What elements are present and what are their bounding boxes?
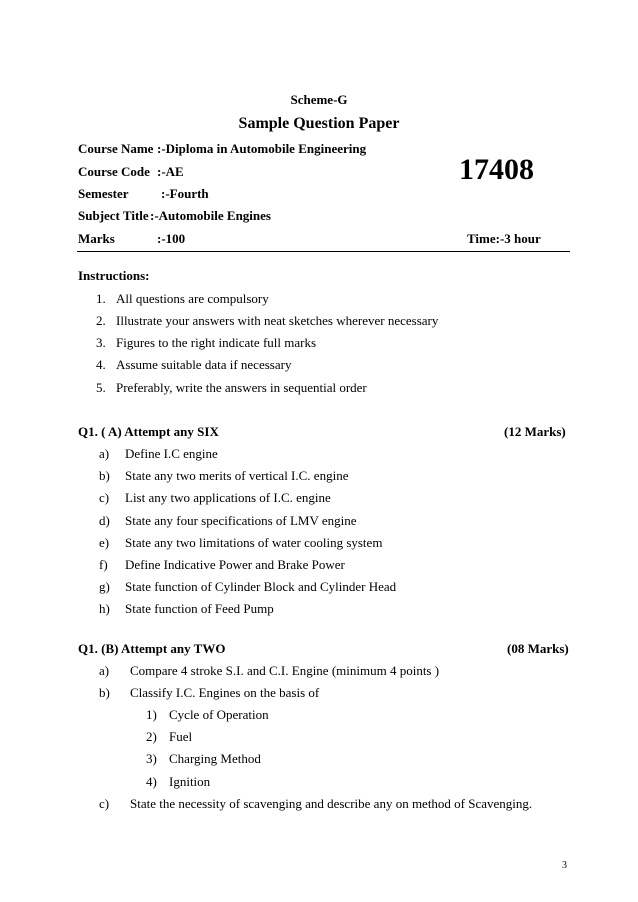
q1b-marks: (08 Marks) — [507, 641, 569, 656]
course-name-label: Course Name — [78, 141, 154, 156]
q1b-title: Q1. (B) Attempt any TWO — [78, 641, 226, 656]
course-code-value: :-AE — [157, 164, 184, 179]
semester-value: :-Fourth — [161, 186, 209, 201]
marks-label: Marks — [78, 231, 115, 246]
subject-title-label: Subject Title — [78, 208, 149, 223]
course-name-value: :-Diploma in Automobile Engineering — [157, 141, 367, 156]
q1a-title: Q1. ( A) Attempt any SIX — [78, 424, 219, 439]
course-code-label: Course Code — [78, 164, 150, 179]
page-number: 3 — [562, 860, 567, 871]
marks-value: :-100 — [157, 231, 186, 246]
subject-title-value: :-Automobile Engines — [150, 208, 271, 223]
time-value: Time:-3 hour — [467, 231, 541, 246]
header-divider — [77, 251, 570, 252]
paper-code: 17408 — [459, 153, 534, 186]
semester-label: Semester — [78, 186, 129, 201]
scheme-label: Scheme-G — [290, 92, 348, 107]
q1a-marks: (12 Marks) — [504, 424, 566, 439]
instructions-title: Instructions: — [78, 268, 150, 283]
paper-title: Sample Question Paper — [238, 115, 400, 132]
